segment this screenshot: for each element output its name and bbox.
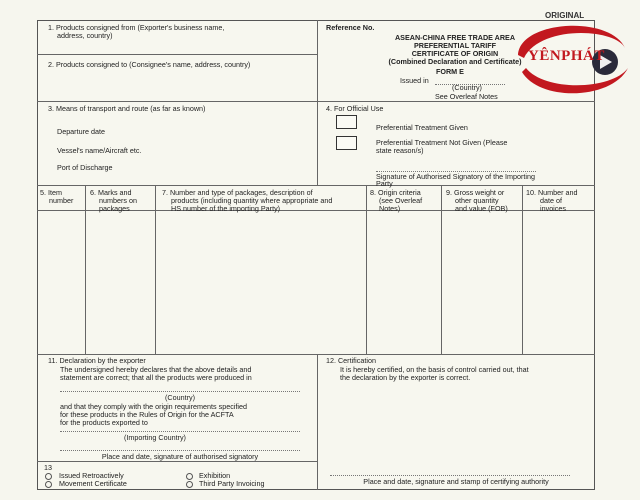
box11-text-line3: and that they comply with the origin requirements specified <box>60 402 247 411</box>
box11-country-label: (Country) <box>165 393 195 402</box>
box12-text-line1: It is hereby certified, on the basis of control carried out, that <box>340 365 529 374</box>
box11-place-date-label: Place and date, signature of authorised signatory <box>101 452 259 461</box>
issued-retroactively-radio[interactable] <box>45 473 52 480</box>
see-overleaf-notes: See Overleaf Notes <box>435 92 498 101</box>
box13-label: 13 <box>44 463 52 472</box>
box11-importing-country-label: (Importing Country) <box>124 433 186 442</box>
box1-label-line1: 1. Products consigned from (Exporter's business name, <box>48 23 225 32</box>
logo-text: YÊNPHÁT <box>528 48 605 64</box>
box12-label: 12. Certification <box>326 356 376 365</box>
departure-date-label: Departure date <box>57 127 105 136</box>
box11-text-line1: The undersigned hereby declares that the above details and <box>60 365 252 374</box>
third-party-invoicing-radio[interactable] <box>186 481 193 488</box>
form-title-line2: PREFERENTIAL TARIFF <box>414 41 496 50</box>
preferential-not-given-label-line1: Preferential Treatment Not Given (Please <box>376 138 508 147</box>
box4-label: 4. For Official Use <box>326 104 384 113</box>
box1-label-line2: address, country) <box>57 31 113 40</box>
importing-party-signature-label-line2: Party <box>376 179 393 188</box>
port-of-discharge-label: Port of Discharge <box>57 163 113 172</box>
reference-number-label: Reference No. <box>326 23 375 32</box>
box11-text-line5: for the products exported to <box>60 418 148 427</box>
preferential-not-given-checkbox[interactable] <box>336 136 357 150</box>
box12-text-line2: the declaration by the exporter is correct. <box>340 373 471 382</box>
box12-place-date-label: Place and date, signature and stamp of certifying authority <box>363 477 549 486</box>
column-header-description: 7. Number and type of packages, description of products (including quantity where appropriate and HS number of the importing Party) <box>162 188 333 213</box>
form-title-line1: ASEAN-CHINA FREE TRADE AREA <box>394 33 516 42</box>
issued-country-label: (Country) <box>452 83 482 92</box>
exhibition-label: Exhibition <box>199 471 231 480</box>
original-label: ORIGINAL <box>545 11 585 20</box>
column-header-item-number: 5. Item number <box>40 188 74 205</box>
column-header-marks: 6. Marks and numbers on packages <box>90 188 137 213</box>
column-header-gross-weight: 9. Gross weight or other quantity and value (FOB) <box>446 188 508 213</box>
movement-certificate-radio[interactable] <box>45 481 52 488</box>
box11-text-line4: for these products in the Rules of Origin for the ACFTA <box>60 410 234 419</box>
column-header-origin-criteria: 8. Origin criteria (see Overleaf Notes) <box>370 188 423 213</box>
movement-certificate-label: Movement Certificate <box>59 479 127 488</box>
form-e-title: FORM E <box>436 67 464 76</box>
box11-text-line2: statement are correct; that all the products were produced in <box>60 373 252 382</box>
column-header-invoices: 10. Number and date of invoices <box>526 188 578 213</box>
importing-party-signature-label-line1: Signature of Authorised Signatory of the Importing <box>376 172 536 181</box>
issued-in-label: Issued in <box>400 76 429 85</box>
yen-phat-logo <box>500 10 640 105</box>
form-title-line3: CERTIFICATE OF ORIGIN <box>411 49 499 58</box>
exhibition-radio[interactable] <box>186 473 193 480</box>
third-party-invoicing-label: Third Party Invoicing <box>199 479 265 488</box>
box3-label: 3. Means of transport and route (as far as known) <box>48 104 206 113</box>
preferential-given-checkbox[interactable] <box>336 115 357 129</box>
issued-retroactively-label: Issued Retroactively <box>59 471 124 480</box>
preferential-not-given-label-line2: state reason/s) <box>376 146 424 155</box>
preferential-given-label: Preferential Treatment Given <box>376 123 468 132</box>
box11-label: 11. Declaration by the exporter <box>48 356 146 365</box>
form-title-line4: (Combined Declaration and Certificate) <box>388 57 522 66</box>
box2-label: 2. Products consigned to (Consignee's name, address, country) <box>48 60 251 69</box>
vessel-name-label: Vessel's name/Aircraft etc. <box>57 146 142 155</box>
